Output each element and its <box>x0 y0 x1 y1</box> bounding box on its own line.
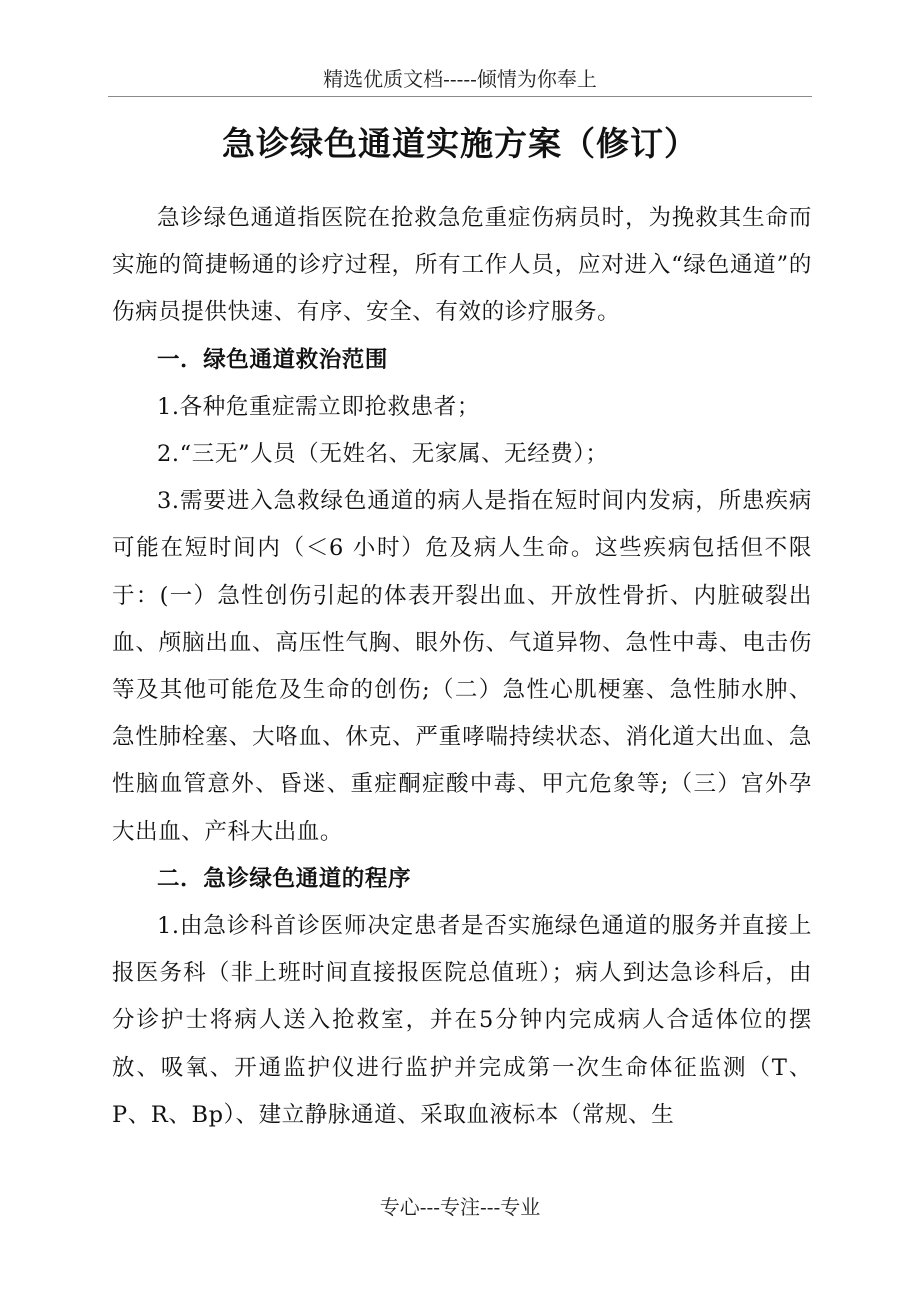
section-heading-scope: 一．绿色通道救治范围 <box>157 346 389 373</box>
scope-item-3: 3.需要进入急救绿色通道的病人是指在短时间内发病，所患疾病可能在短时间内（＜6 小时）危及病人生命。这些疾病包括但不限于：(一）急性创伤引起的体表开裂出血、开放性骨折、内脏破裂出血、颅脑出血、高压性气胸、眼外伤、气道异物、急性中毒、电击伤等及其他可能危及生命的创伤;（二）急性心肌梗塞、急性肺水肿、急性肺栓塞、大咯血、休克、严重哮喘持续状态、消化道大出血、急性脑血管意外、昏迷、重症酮症酸中毒、甲亢危象等;（三）宫外孕大出血、产科大出血。 <box>112 488 812 845</box>
scope-item-2: 2.“三无”人员（无姓名、无家属、无经费）； <box>157 441 609 468</box>
scope-item-1: 1.各种危重症需立即抢救患者； <box>157 393 480 420</box>
intro-paragraph: 急诊绿色通道指医院在抢救急危重症伤病员时，为挽救其生命而实施的简捷畅通的诊疗过程，所有工作人员，应对进入“绿色通道”的伤病员提供快速、有序、安全、有效的诊疗服务。 <box>112 205 812 326</box>
document-body <box>112 195 812 1139</box>
header-divider <box>108 96 812 97</box>
procedure-item-1: 1.由急诊科首诊医师决定患者是否实施绿色通道的服务并直接上报医务科（非上班时间直接报医院总值班）；病人到达急诊科后，由分诊护士将病人送入抢救室，并在5分钟内完成病人合适体位的摆放、吸氧、开通监护仪进行监护并完成第一次生命体征监测（T、P、R、Bp）、建立静脉通道、采取血液标本（常规、生 <box>112 913 812 1128</box>
document-title: 急诊绿色通道实施方案（修订） <box>222 124 698 164</box>
section-heading-procedure: 二．急诊绿色通道的程序 <box>157 865 412 892</box>
page-header: 精选优质文档-----倾情为你奉上 <box>323 67 597 91</box>
page-footer: 专心---专注---专业 <box>379 1195 541 1219</box>
